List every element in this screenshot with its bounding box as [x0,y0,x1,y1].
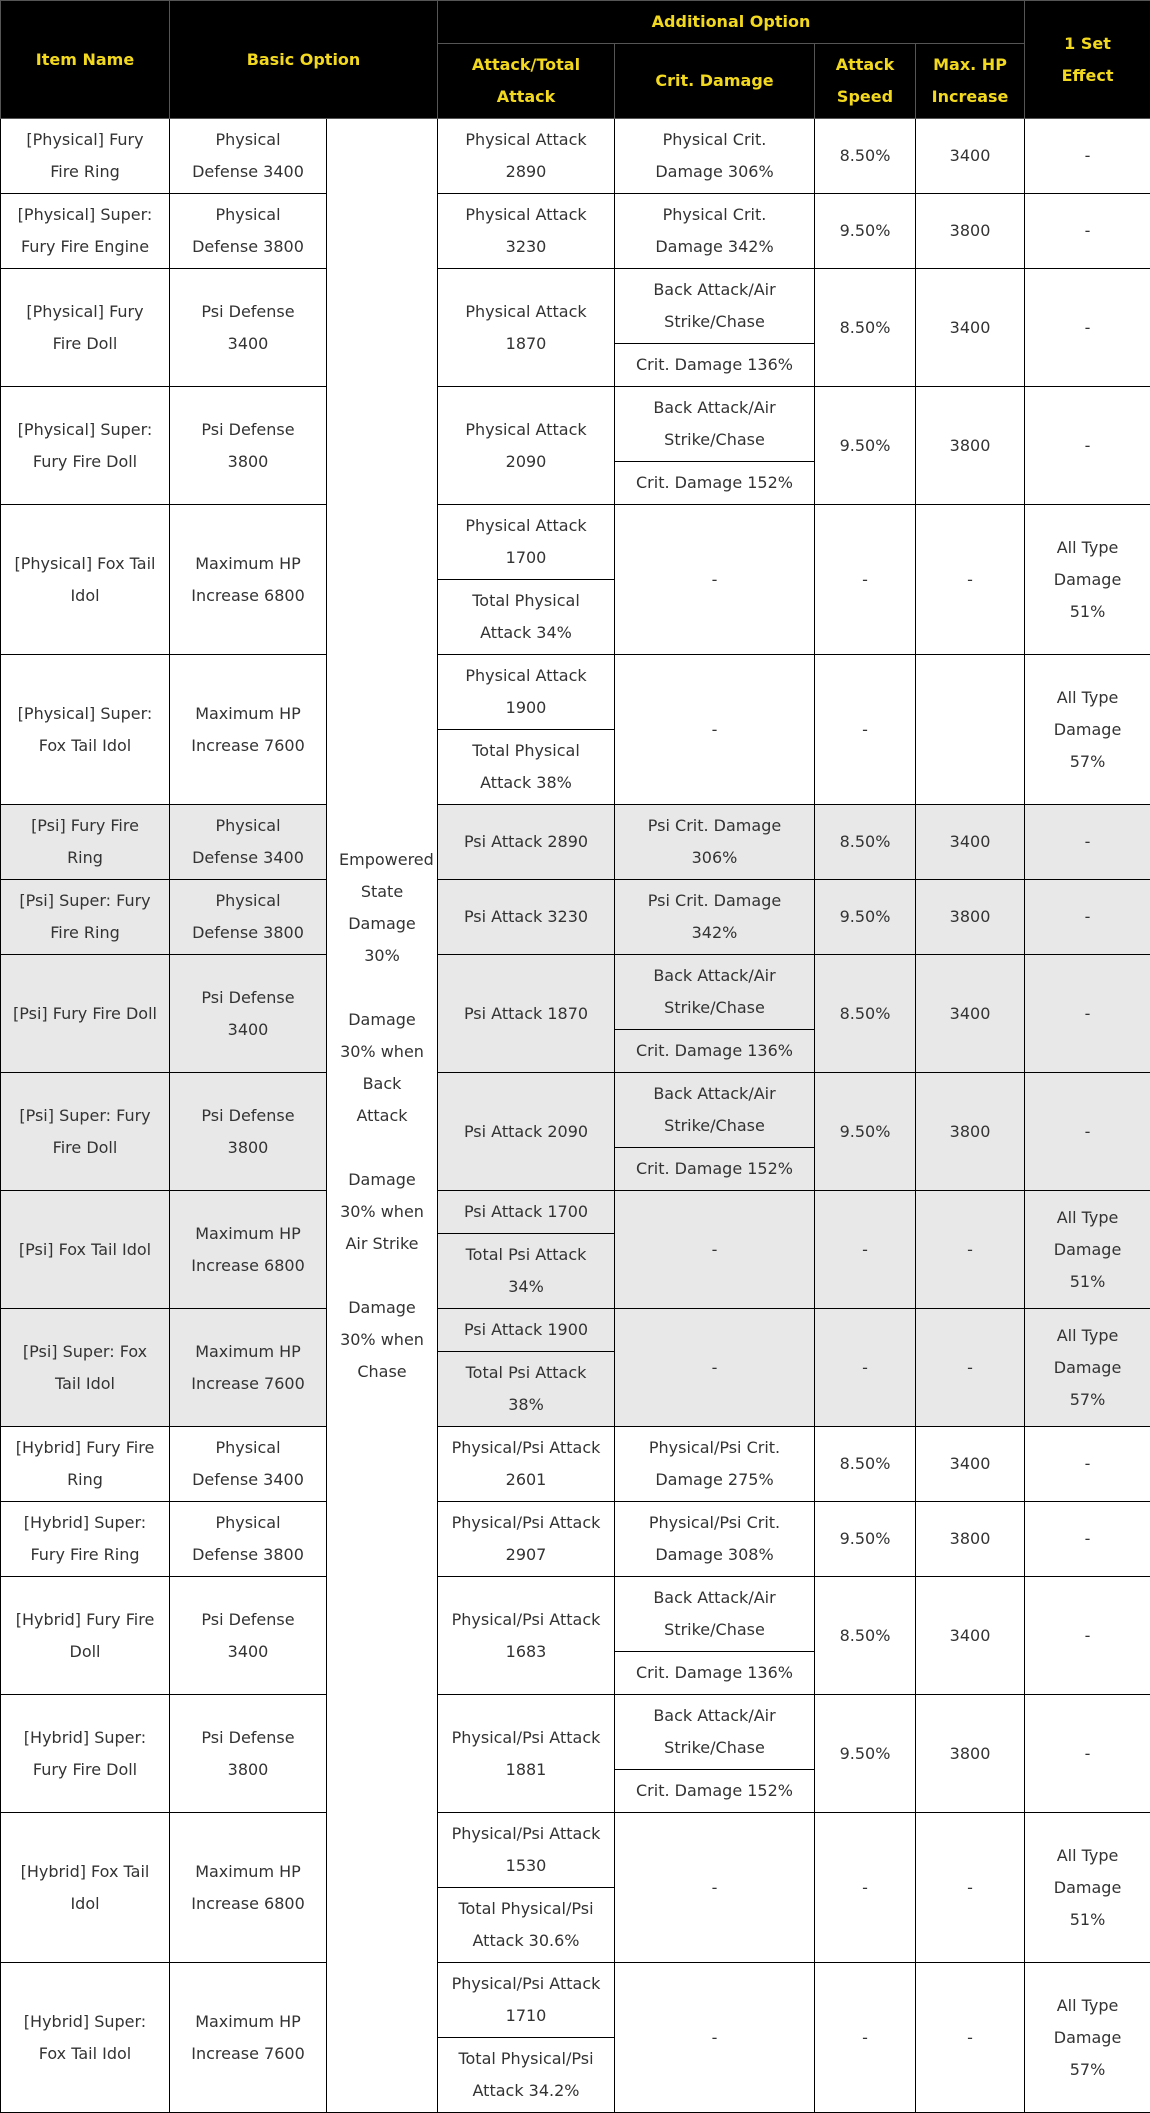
attack-speed-cell: - [815,1309,916,1427]
attack-cell: Physical Attack 1870 [438,269,615,387]
attack-speed-cell: - [815,655,916,805]
attack-speed-cell: 9.50% [815,1502,916,1577]
max-hp-cell: 3800 [916,1502,1025,1577]
header-max-hp: Max. HP Increase [916,44,1025,119]
item-name-cell: [Physical] Fury Fire Ring [1,119,170,194]
total-attack-cell: Total Physical/Psi Attack 34.2% [438,2038,615,2113]
table-body [1,119,1150,2113]
attack-cell: Psi Attack 1870 [438,955,615,1073]
item-name-cell: [Psi] Fury Fire Ring [1,805,170,880]
attack-speed-cell: 8.50% [815,1427,916,1502]
max-hp-cell: - [916,1963,1025,2113]
crit-damage-cell: - [615,655,815,805]
total-attack-cell: Total Psi Attack 38% [438,1352,615,1427]
item-name-cell: [Hybrid] Fury Fire Doll [1,1577,170,1695]
max-hp-cell: 3800 [916,1695,1025,1813]
crit-damage-cell: Crit. Damage 152% [615,462,815,505]
attack-speed-cell: 8.50% [815,269,916,387]
item-name-cell: [Psi] Super: Fox Tail Idol [1,1309,170,1427]
crit-damage-cell: Crit. Damage 136% [615,344,815,387]
max-hp-cell: - [916,1813,1025,1963]
crit-damage-cell: Crit. Damage 152% [615,1770,815,1813]
item-name-cell: [Psi] Fox Tail Idol [1,1191,170,1309]
crit-damage-cell: - [615,1191,815,1309]
item-name-cell: [Hybrid] Super: Fury Fire Doll [1,1695,170,1813]
shared-effect-cell: Empowered State Damage 30% Damage 30% when Back Attack Damage 30% when Air Strike Damage 30% when Chase [327,119,438,2113]
header-basic-option: Basic Option [170,1,438,119]
basic-option-cell: Psi Defense 3400 [170,955,327,1073]
item-name-cell: [Psi] Super: Fury Fire Doll [1,1073,170,1191]
basic-option-cell: Psi Defense 3800 [170,387,327,505]
table-row [1,269,1150,344]
attack-cell: Physical/Psi Attack 1683 [438,1577,615,1695]
attack-speed-cell: 9.50% [815,387,916,505]
attack-cell: Physical Attack 3230 [438,194,615,269]
table-row [1,387,1150,462]
attack-speed-cell: 8.50% [815,119,916,194]
header-attack-speed: Attack Speed [815,44,916,119]
attack-cell: Psi Attack 3230 [438,880,615,955]
crit-condition-cell: Back Attack/Air Strike/Chase [615,269,815,344]
set-effect-cell: - [1025,119,1150,194]
table-row [1,1813,1150,1888]
crit-damage-cell: - [615,1963,815,2113]
attack-cell: Physical/Psi Attack 2907 [438,1502,615,1577]
crit-damage-cell: - [615,505,815,655]
item-name-cell: [Physical] Super: Fury Fire Engine [1,194,170,269]
max-hp-cell: - [916,1309,1025,1427]
table-header [1,1,1150,119]
crit-condition-cell: Back Attack/Air Strike/Chase [615,1695,815,1770]
attack-cell: Physical/Psi Attack 1710 [438,1963,615,2038]
set-effect-cell: - [1025,387,1150,505]
attack-cell: Psi Attack 2090 [438,1073,615,1191]
max-hp-cell: - [916,505,1025,655]
set-effect-cell: All Type Damage 51% [1025,1813,1150,1963]
crit-damage-cell: Physical Crit. Damage 342% [615,194,815,269]
table-row [1,805,1150,880]
attack-cell: Physical/Psi Attack 1530 [438,1813,615,1888]
table-row [1,1577,1150,1652]
table-row [1,1695,1150,1770]
item-name-cell: [Hybrid] Fox Tail Idol [1,1813,170,1963]
basic-option-cell: Psi Defense 3400 [170,1577,327,1695]
set-effect-cell: - [1025,955,1150,1073]
max-hp-cell: 3400 [916,805,1025,880]
basic-option-cell: Maximum HP Increase 6800 [170,1191,327,1309]
attack-speed-cell: - [815,1813,916,1963]
header-additional-option: Additional Option [438,1,1025,44]
crit-damage-cell: Crit. Damage 152% [615,1148,815,1191]
crit-damage-cell: Psi Crit. Damage 306% [615,805,815,880]
max-hp-cell: 3400 [916,1427,1025,1502]
basic-option-cell: Psi Defense 3800 [170,1073,327,1191]
crit-condition-cell: Back Attack/Air Strike/Chase [615,1073,815,1148]
basic-option-cell: Maximum HP Increase 6800 [170,505,327,655]
attack-speed-cell: - [815,1963,916,2113]
attack-cell: Physical/Psi Attack 2601 [438,1427,615,1502]
max-hp-cell: 3400 [916,269,1025,387]
max-hp-cell: 3400 [916,955,1025,1073]
item-name-cell: [Hybrid] Fury Fire Ring [1,1427,170,1502]
crit-damage-cell: - [615,1309,815,1427]
max-hp-cell: - [916,1191,1025,1309]
attack-speed-cell: 8.50% [815,955,916,1073]
set-effect-cell: - [1025,1502,1150,1577]
set-effect-cell: - [1025,805,1150,880]
max-hp-cell: 3800 [916,1073,1025,1191]
attack-cell: Physical Attack 2090 [438,387,615,505]
item-name-cell: [Psi] Fury Fire Doll [1,955,170,1073]
table-row [1,655,1150,730]
set-effect-cell: All Type Damage 51% [1025,505,1150,655]
crit-damage-cell: Physical/Psi Crit. Damage 275% [615,1427,815,1502]
total-attack-cell: Total Physical Attack 38% [438,730,615,805]
crit-damage-cell: Psi Crit. Damage 342% [615,880,815,955]
table-row [1,1963,1150,2038]
set-effect-cell: - [1025,1073,1150,1191]
max-hp-cell: 3800 [916,880,1025,955]
basic-option-cell: Psi Defense 3800 [170,1695,327,1813]
max-hp-cell: 3800 [916,194,1025,269]
item-name-cell: [Psi] Super: Fury Fire Ring [1,880,170,955]
crit-damage-cell: Crit. Damage 136% [615,1652,815,1695]
set-effect-cell: All Type Damage 51% [1025,1191,1150,1309]
crit-damage-cell: Physical/Psi Crit. Damage 308% [615,1502,815,1577]
table-row [1,1502,1150,1577]
table-row [1,880,1150,955]
basic-option-cell: Physical Defense 3800 [170,194,327,269]
set-effect-cell: All Type Damage 57% [1025,655,1150,805]
crit-condition-cell: Back Attack/Air Strike/Chase [615,955,815,1030]
set-effect-cell: - [1025,880,1150,955]
set-effect-cell: - [1025,1577,1150,1695]
table-row [1,1427,1150,1502]
attack-speed-cell: 9.50% [815,880,916,955]
table-row [1,1191,1150,1234]
attack-speed-cell: 8.50% [815,1577,916,1695]
table-row [1,1309,1150,1352]
item-name-cell: [Physical] Fox Tail Idol [1,505,170,655]
attack-speed-cell: 9.50% [815,194,916,269]
basic-option-cell: Maximum HP Increase 6800 [170,1813,327,1963]
table-row [1,1073,1150,1148]
max-hp-cell [916,655,1025,805]
item-name-cell: [Hybrid] Super: Fox Tail Idol [1,1963,170,2113]
table-row [1,194,1150,269]
set-effect-cell: - [1025,269,1150,387]
crit-damage-cell: Crit. Damage 136% [615,1030,815,1073]
header-item-name: Item Name [1,1,170,119]
item-name-cell: [Hybrid] Super: Fury Fire Ring [1,1502,170,1577]
set-effect-cell: - [1025,1695,1150,1813]
set-effect-cell: - [1025,1427,1150,1502]
attack-speed-cell: - [815,505,916,655]
max-hp-cell: 3400 [916,119,1025,194]
attack-cell: Physical Attack 1900 [438,655,615,730]
basic-option-cell: Physical Defense 3800 [170,1502,327,1577]
attack-cell: Physical Attack 2890 [438,119,615,194]
crit-condition-cell: Back Attack/Air Strike/Chase [615,1577,815,1652]
basic-option-cell: Physical Defense 3800 [170,880,327,955]
attack-cell: Physical Attack 1700 [438,505,615,580]
max-hp-cell: 3400 [916,1577,1025,1695]
attack-cell: Physical/Psi Attack 1881 [438,1695,615,1813]
total-attack-cell: Total Physical Attack 34% [438,580,615,655]
header-crit-damage: Crit. Damage [615,44,815,119]
total-attack-cell: Total Physical/Psi Attack 30.6% [438,1888,615,1963]
total-attack-cell: Total Psi Attack 34% [438,1234,615,1309]
basic-option-cell: Psi Defense 3400 [170,269,327,387]
basic-option-cell: Maximum HP Increase 7600 [170,1309,327,1427]
set-effect-cell: - [1025,194,1150,269]
crit-damage-cell: Physical Crit. Damage 306% [615,119,815,194]
basic-option-cell: Physical Defense 3400 [170,119,327,194]
table-row [1,119,1150,194]
basic-option-cell: Maximum HP Increase 7600 [170,1963,327,2113]
set-effect-cell: All Type Damage 57% [1025,1309,1150,1427]
header-set-effect: 1 Set Effect [1025,1,1150,119]
attack-speed-cell: 9.50% [815,1695,916,1813]
crit-condition-cell: Back Attack/Air Strike/Chase [615,387,815,462]
header-attack: Attack/Total Attack [438,44,615,119]
item-name-cell: [Physical] Super: Fox Tail Idol [1,655,170,805]
table-row [1,955,1150,1030]
attack-speed-cell: 8.50% [815,805,916,880]
basic-option-cell: Physical Defense 3400 [170,1427,327,1502]
basic-option-cell: Physical Defense 3400 [170,805,327,880]
crit-damage-cell: - [615,1813,815,1963]
attack-speed-cell: 9.50% [815,1073,916,1191]
attack-cell: Psi Attack 1900 [438,1309,615,1352]
table-row [1,505,1150,580]
basic-option-cell: Maximum HP Increase 7600 [170,655,327,805]
attack-speed-cell: - [815,1191,916,1309]
item-name-cell: [Physical] Super: Fury Fire Doll [1,387,170,505]
attack-cell: Psi Attack 1700 [438,1191,615,1234]
item-name-cell: [Physical] Fury Fire Doll [1,269,170,387]
set-effect-cell: All Type Damage 57% [1025,1963,1150,2113]
attack-cell: Psi Attack 2890 [438,805,615,880]
max-hp-cell: 3800 [916,387,1025,505]
